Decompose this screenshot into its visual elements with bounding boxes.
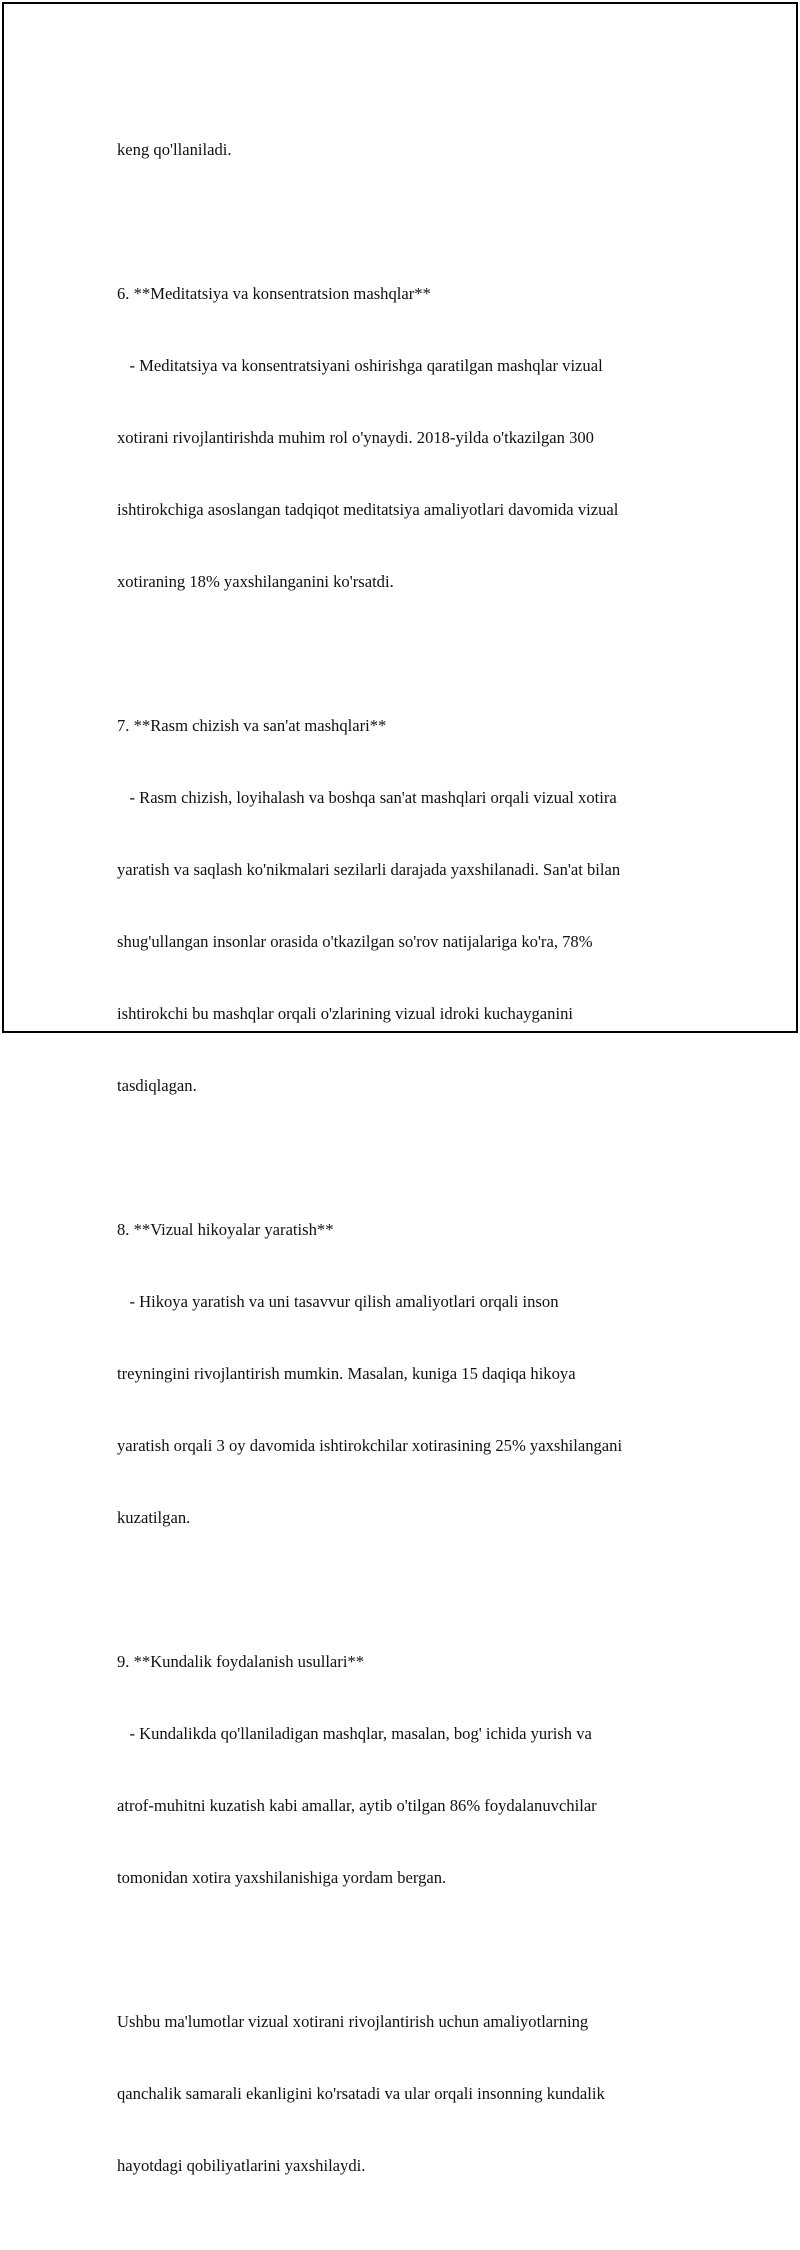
text-line: tasdiqlagan. [117,1076,197,1095]
text-line: ishtirokchiga asoslangan tadqiqot meditatsiya amaliyotlari davomida vizual [117,500,619,519]
text-line: Ushbu ma'lumotlar vizual xotirani rivojlantirish uchun amaliyotlarning [117,2012,589,2031]
text-line: treyningini rivojlantirish mumkin. Masalan, kuniga 15 daqiqa hikoya [117,1364,576,1383]
list-item-heading: 8. **Vizual hikoyalar yaratish** [117,1220,334,1239]
text-line: qanchalik samarali ekanligini ko'rsatadi va ular orqali insonning kundalik [117,2084,605,2103]
text-line: shug'ullangan insonlar orasida o'tkazilgan so'rov natijalariga ko'ra, 78% [117,932,593,951]
text-line: - Kundalikda qo'llaniladigan mashqlar, masalan, bog' ichida yurish va [117,1724,592,1743]
paragraph-conclusion [117,1962,697,2226]
document-body [117,90,697,2250]
list-item-meditation [117,234,697,642]
text-line: xotirani rivojlantirishda muhim rol o'ynaydi. 2018-yilda o'tkazilgan 300 [117,428,594,447]
text-line: tomonidan xotira yaxshilanishiga yordam bergan. [117,1868,447,1887]
text-line: yaratish orqali 3 oy davomida ishtirokchilar xotirasining 25% yaxshilangani [117,1436,623,1455]
list-item-visual-stories [117,1170,697,1578]
text-line: keng qo'llaniladi. [117,140,232,159]
text-line: hayotdagi qobiliyatlarini yaxshilaydi. [117,2156,366,2175]
text-line: - Rasm chizish, loyihalash va boshqa san'at mashqlari orqali vizual xotira [117,788,617,807]
text-line: - Hikoya yaratish va uni tasavvur qilish amaliyotlari orqali inson [117,1292,559,1311]
list-item-heading: 7. **Rasm chizish va san'at mashqlari** [117,716,387,735]
text-line: - Meditatsiya va konsentratsiyani oshirishga qaratilgan mashqlar vizual [117,356,603,375]
text-line: atrof-muhitni kuzatish kabi amallar, aytib o'tilgan 86% foydalanuvchilar [117,1796,597,1815]
paragraph-intro-continuation [117,90,697,210]
text-line: yaratish va saqlash ko'nikmalari sezilarli darajada yaxshilanadi. San'at bilan [117,860,621,879]
text-line: ishtirokchi bu mashqlar orqali o'zlarining vizual idroki kuchayganini [117,1004,573,1023]
list-item-drawing-art [117,666,697,1146]
list-item-heading: 9. **Kundalik foydalanish usullari** [117,1652,365,1671]
list-item-daily-methods [117,1602,697,1938]
list-item-heading: 6. **Meditatsiya va konsentratsion mashqlar** [117,284,431,303]
text-line: xotiraning 18% yaxshilanganini ko'rsatdi. [117,572,394,591]
text-line: kuzatilgan. [117,1508,191,1527]
